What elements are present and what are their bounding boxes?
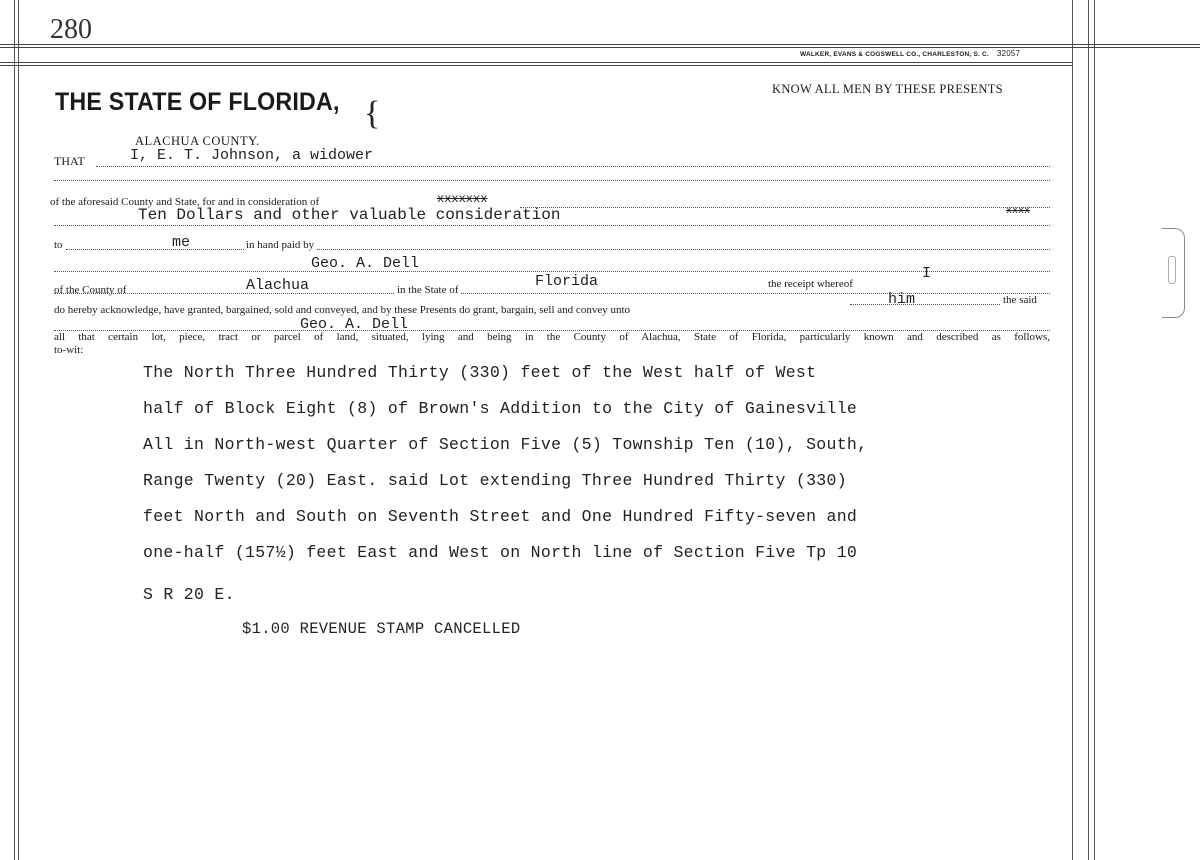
all-that-text: all that certain lot, piece, tract or parcel of land, situated, lying and being in the County of Alachua, State of Florida, particularly known and described as follows,	[54, 331, 1050, 343]
top-rule	[0, 44, 1200, 45]
description-line: All in North-west Quarter of Section Five (5) Township Ten (10), South,	[143, 435, 868, 454]
to-label: to	[54, 239, 63, 251]
to-wit: to-wit:	[54, 344, 84, 356]
printer-imprint	[800, 49, 1020, 58]
acknowledge-text: do hereby acknowledge, have granted, bargained, sold and conveyed, and by these Presents do grant, bargain, sell and convey unto	[54, 304, 631, 316]
convey-to: him	[888, 291, 916, 308]
state-of-label: in the State of	[397, 284, 459, 296]
the-said-label: the said	[1003, 294, 1037, 306]
printer-name: WALKER, EVANS & COGSWELL CO., CHARLESTON, S. C.	[800, 51, 989, 58]
top-rule-2	[0, 47, 1200, 48]
right-margin-line-3	[1094, 0, 1095, 860]
aforesaid-text: of the aforesaid County and State, for and in consideration of	[50, 196, 320, 208]
that-label: THAT	[54, 154, 85, 168]
payer-name: Geo. A. Dell	[311, 255, 420, 272]
grantee-name: Geo. A. Dell	[300, 316, 409, 333]
grantor-name: I, E. T. Johnson, a widower	[130, 147, 374, 164]
revenue-stamp-note: $1.00 REVENUE STAMP CANCELLED	[242, 620, 521, 638]
to-dotted-line	[66, 249, 1050, 250]
left-margin-line	[14, 0, 15, 860]
consideration-dotted-line	[54, 225, 1050, 226]
left-margin-line-2	[18, 0, 19, 860]
description-line: The North Three Hundred Thirty (330) feet of the West half of West	[143, 363, 817, 382]
description-line: feet North and South on Seventh Street and One Hundred Fifty-seven and	[143, 507, 858, 526]
convey-dotted-line	[850, 304, 1000, 305]
description-line: S R 20 E.	[143, 585, 235, 604]
top-rule-3	[0, 62, 1072, 63]
county-of-label: of the County of	[54, 284, 127, 296]
right-margin-line	[1072, 0, 1073, 860]
right-margin-line-2	[1088, 0, 1089, 860]
description-line: half of Block Eight (8) of Brown's Addition to the City of Gainesville	[143, 399, 858, 418]
top-rule-4	[0, 65, 1072, 66]
payer-dotted-line	[54, 271, 1050, 272]
hand-paid-label: in hand paid by	[246, 239, 315, 251]
brace: {	[364, 95, 381, 132]
receipt-value: I	[922, 265, 932, 282]
that-dotted-line	[96, 166, 1050, 167]
receipt-label: the receipt whereof	[768, 278, 853, 290]
state-value: Florida	[535, 273, 599, 290]
consideration-text: Ten Dollars and other valuable consideration	[138, 206, 561, 224]
binding-clip-slot	[1168, 256, 1176, 284]
blank-dotted-line	[54, 180, 1050, 181]
county-heading: ALACHUA COUNTY.	[135, 134, 260, 148]
description-line: Range Twenty (20) East. said Lot extending Three Hundred Thirty (330)	[143, 471, 847, 490]
struck-end: xxxx	[1006, 206, 1031, 217]
state-title: THE STATE OF FLORIDA,	[55, 88, 340, 116]
form-number: 32057	[996, 49, 1021, 58]
know-all-men: KNOW ALL MEN BY THESE PRESENTS	[772, 82, 1003, 96]
aforesaid-dotted-line	[520, 207, 1050, 208]
page-number: 280	[50, 14, 92, 45]
struck-amount: xxxxxxx	[437, 192, 488, 206]
to-value: me	[172, 234, 191, 251]
description-line: one-half (157½) feet East and West on North line of Section Five Tp 10	[143, 543, 858, 562]
county-value: Alachua	[246, 277, 310, 294]
